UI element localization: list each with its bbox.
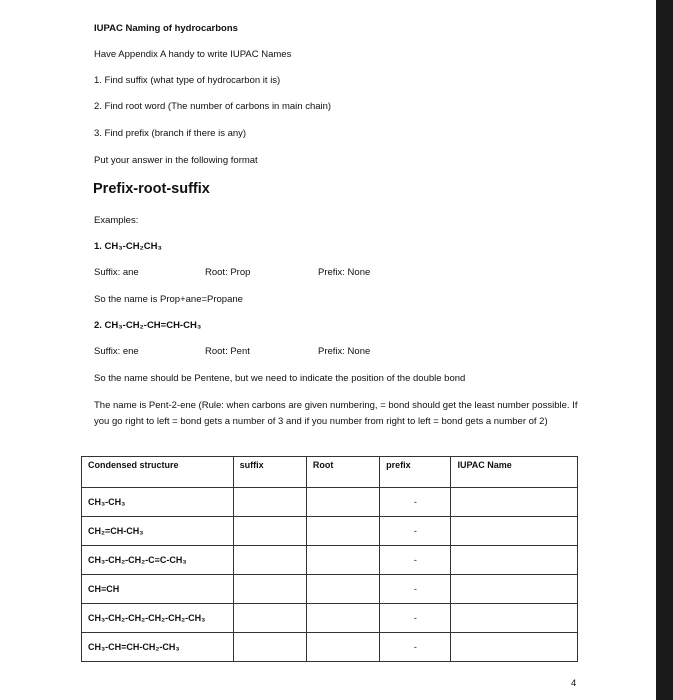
structure-cell: CH₃-CH=CH-CH₂-CH₃ [82,633,234,662]
suffix-cell[interactable] [233,633,306,662]
table-row [82,517,578,546]
examples-label: Examples: [94,215,139,226]
prefix-cell[interactable]: - [380,546,451,575]
header-root: Root [306,457,379,488]
suffix-cell[interactable] [233,546,306,575]
example2-suffix: Suffix: ene [94,346,139,357]
example1-suffix: Suffix: ane [94,267,139,278]
structure-cell: CH≡CH [82,575,234,604]
suffix-cell[interactable] [233,488,306,517]
example1-prefix: Prefix: None [318,267,371,278]
table-row [82,488,578,517]
iupac-name-cell[interactable] [451,633,578,662]
prefix-cell[interactable]: - [380,633,451,662]
table-row [82,546,578,575]
iupac-name-cell[interactable] [451,604,578,633]
example1-root: Root: Prop [205,267,251,278]
format-heading: Prefix-root-suffix [93,181,210,197]
example1-formula: 1. CH₃-CH₂CH₃ [94,241,162,252]
intro-text: Have Appendix A handy to write IUPAC Names [94,49,292,60]
iupac-name-cell[interactable] [451,517,578,546]
structure-cell: CH₂=CH-CH₃ [82,517,234,546]
naming-table [81,456,578,662]
table-header-row [82,457,578,488]
prefix-cell[interactable]: - [380,575,451,604]
header-structure: Condensed structure [82,457,234,488]
header-iupac-name: IUPAC Name [451,457,578,488]
table-row [82,604,578,633]
document-title: IUPAC Naming of hydrocarbons [94,23,238,34]
root-cell[interactable] [306,604,379,633]
root-cell[interactable] [306,517,379,546]
structure-cell: CH₃-CH₂-CH₂-C≡C-CH₃ [82,546,234,575]
table-row [82,575,578,604]
example2-prefix: Prefix: None [318,346,371,357]
root-cell[interactable] [306,575,379,604]
suffix-cell[interactable] [233,517,306,546]
example2-rule: The name is Pent-2-ene (Rule: when carbons are given numbering, = bond should get the least number possible. If you go right to left = bond gets a number of 3 and if you number from right to left = bond gets a number of 2) [94,400,578,427]
root-cell[interactable] [306,633,379,662]
viewer-edge-bar [656,0,673,700]
iupac-name-cell[interactable] [451,488,578,517]
prefix-cell[interactable]: - [380,488,451,517]
example2-root: Root: Pent [205,346,250,357]
iupac-name-cell[interactable] [451,575,578,604]
example2-formula: 2. CH₃-CH₂-CH=CH-CH₃ [94,320,202,331]
example1-conclusion: So the name is Prop+ane=Propane [94,294,243,305]
example2-note: So the name should be Pentene, but we need to indicate the position of the double bond [94,373,466,384]
prefix-cell[interactable]: - [380,604,451,633]
structure-cell: CH₃-CH₃ [82,488,234,517]
root-cell[interactable] [306,488,379,517]
step-3: 3. Find prefix (branch if there is any) [94,128,247,139]
suffix-cell[interactable] [233,604,306,633]
header-suffix: suffix [233,457,306,488]
structure-cell: CH₃-CH₂-CH₂-CH₂-CH₂-CH₃ [82,604,234,633]
iupac-name-cell[interactable] [451,546,578,575]
step-1: 1. Find suffix (what type of hydrocarbon it is) [94,75,281,86]
table-row [82,633,578,662]
page-number: 4 [571,678,577,689]
suffix-cell[interactable] [233,575,306,604]
root-cell[interactable] [306,546,379,575]
prefix-cell[interactable]: - [380,517,451,546]
format-prompt: Put your answer in the following format [94,155,258,166]
step-2: 2. Find root word (The number of carbons in main chain) [94,101,332,112]
header-prefix: prefix [380,457,451,488]
